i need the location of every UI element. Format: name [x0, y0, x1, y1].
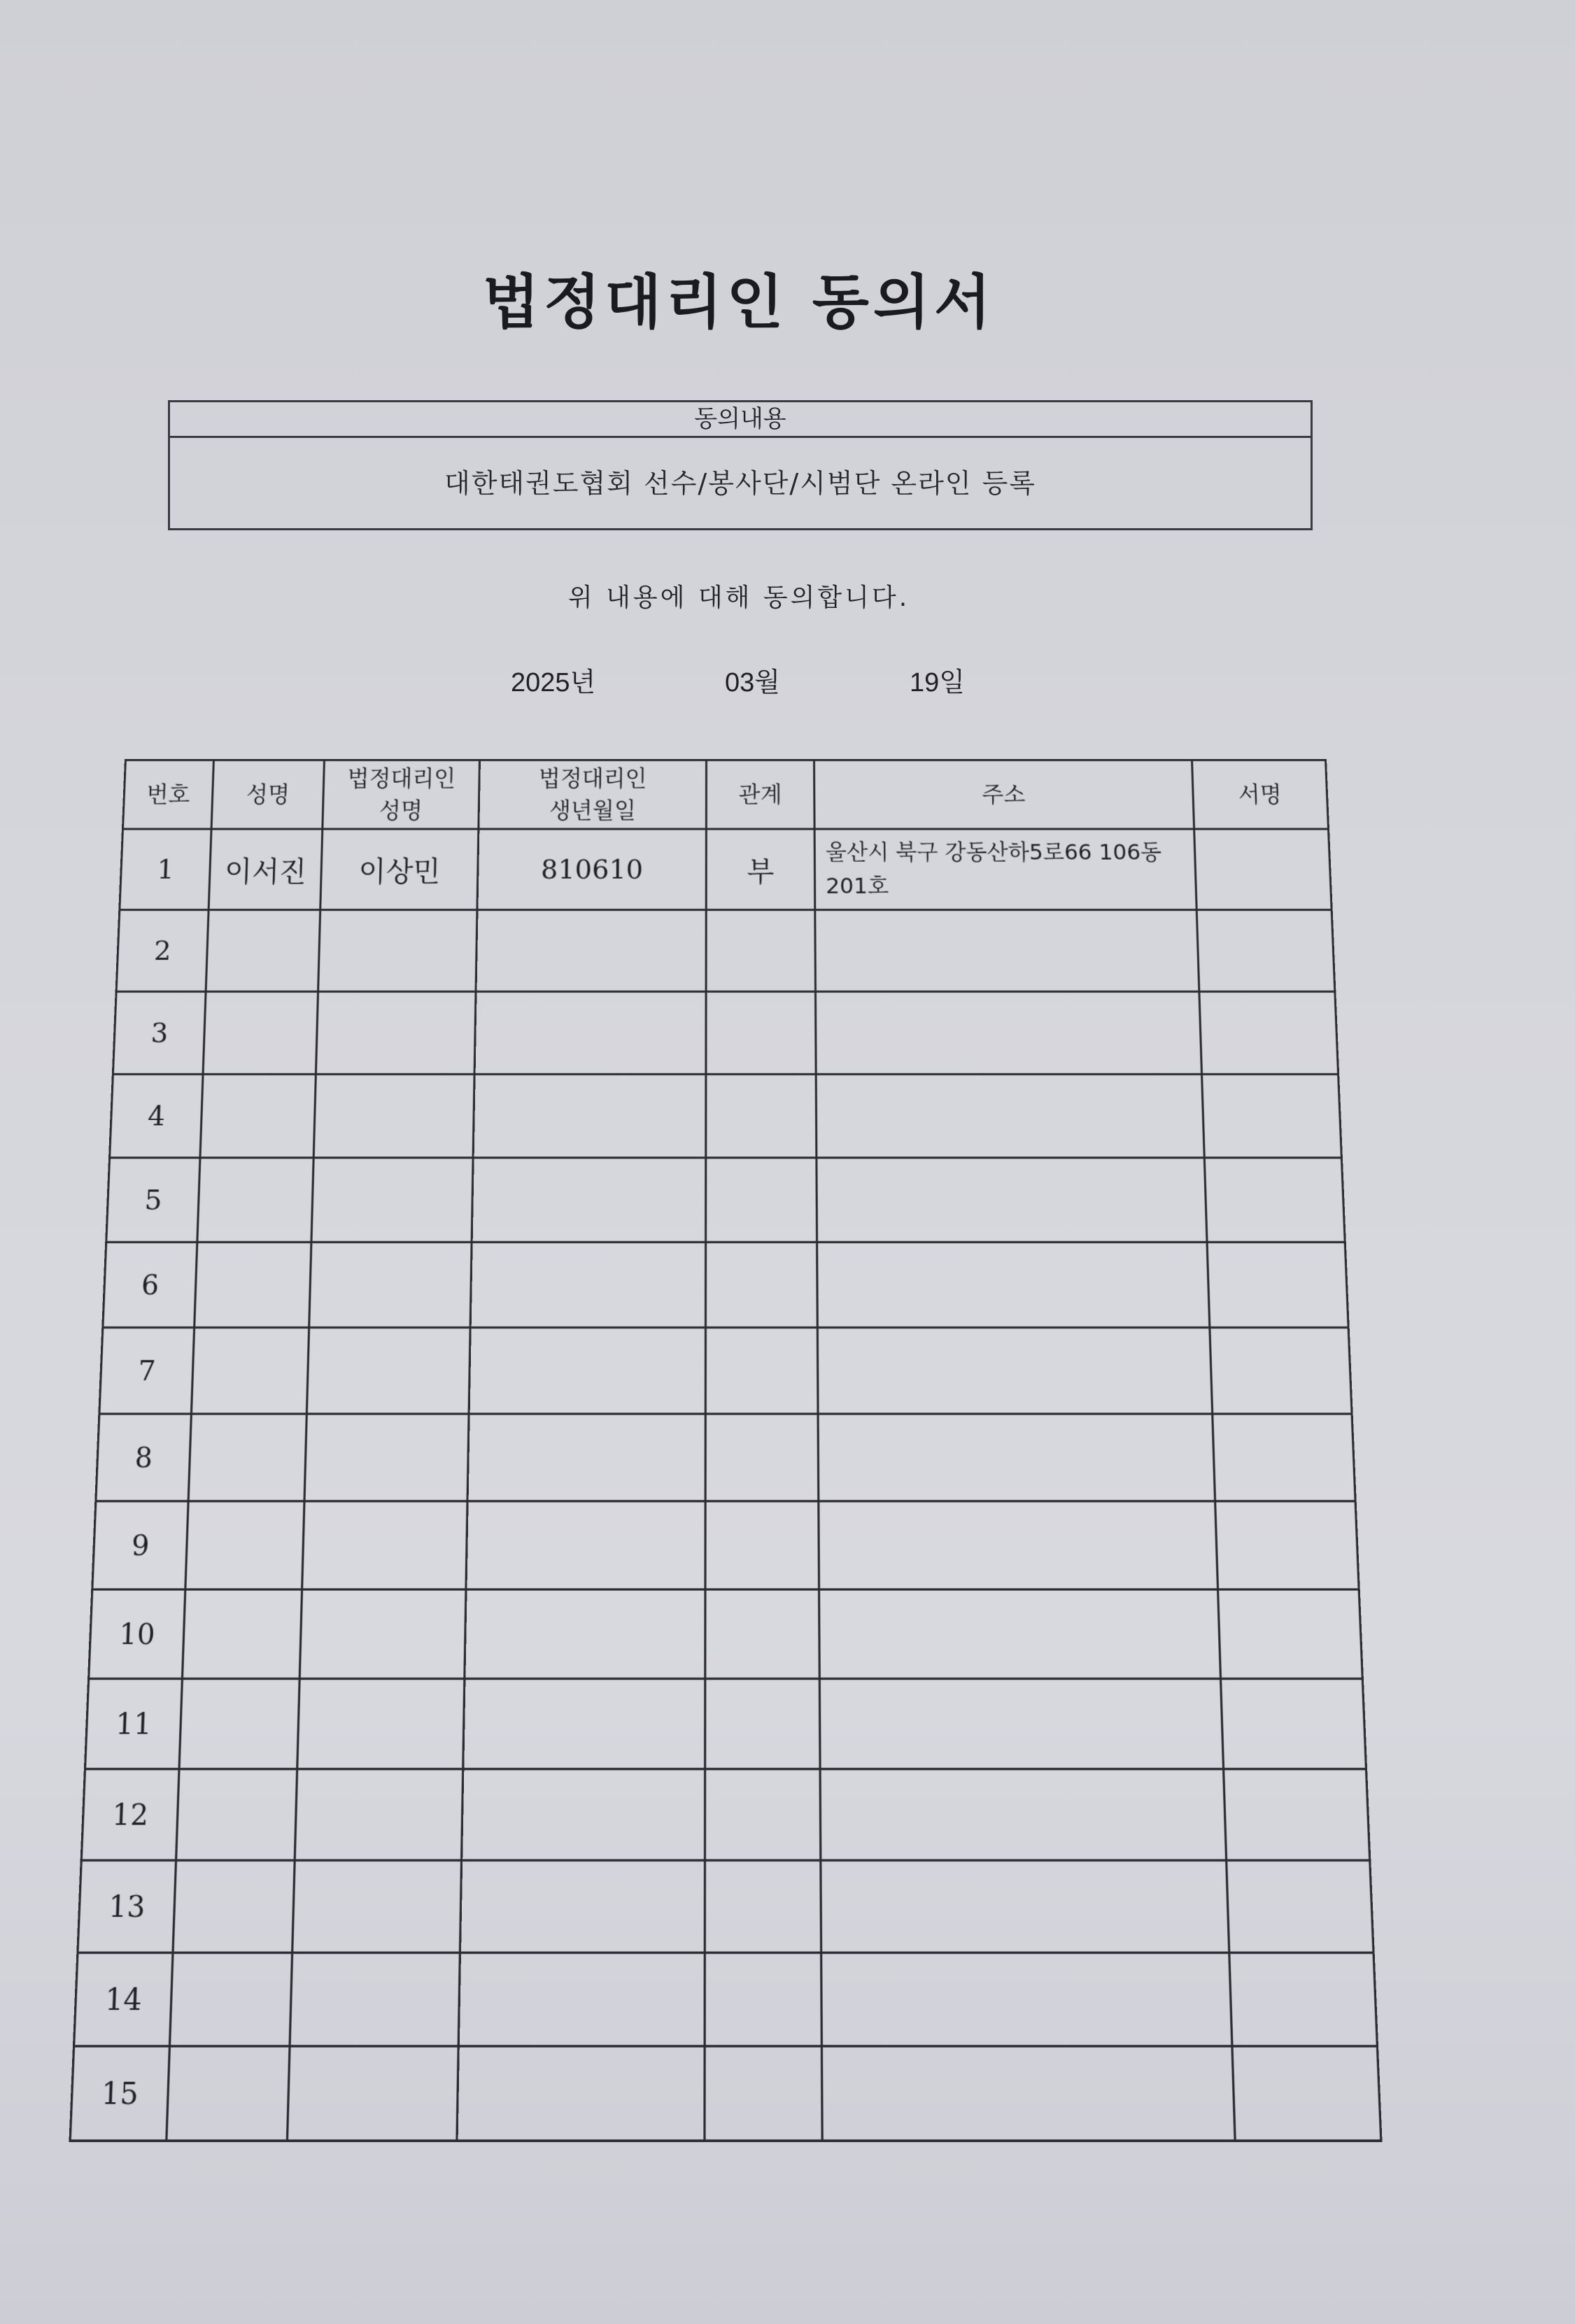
table-header-row	[122, 760, 1328, 829]
row-guardian-name[interactable]	[309, 1242, 472, 1328]
row-number: 8	[96, 1414, 192, 1501]
header-guardian-birth: 법정대리인 생년월일	[479, 760, 707, 829]
header-signature: 서명	[1192, 760, 1329, 829]
row-guardian-birth[interactable]	[457, 2046, 705, 2141]
row-guardian-name[interactable]	[318, 910, 477, 992]
table-row	[74, 1953, 1378, 2046]
row-relation[interactable]	[705, 1679, 820, 1769]
row-relation: 부	[706, 829, 815, 910]
row-guardian-birth[interactable]	[467, 1414, 705, 1501]
row-guardian-birth[interactable]	[470, 1242, 705, 1328]
row-address[interactable]	[821, 1860, 1229, 1953]
row-guardian-birth: 810610	[477, 829, 706, 910]
row-guardian-name[interactable]	[316, 991, 476, 1074]
row-signature[interactable]	[1232, 2046, 1381, 2141]
row-guardian-birth[interactable]	[472, 1158, 706, 1242]
row-address[interactable]	[818, 1414, 1215, 1501]
row-guardian-birth[interactable]	[476, 910, 706, 992]
row-name[interactable]	[203, 991, 318, 1074]
header-guardian-name: 법정대리인 성명	[323, 760, 480, 829]
row-number: 2	[116, 910, 209, 992]
row-address[interactable]	[819, 1679, 1223, 1769]
row-name: 이서진	[209, 829, 323, 910]
row-guardian-name[interactable]	[295, 1769, 463, 1861]
table-row	[96, 1414, 1355, 1501]
row-guardian-birth[interactable]	[460, 1860, 705, 1953]
row-number: 15	[70, 2046, 169, 2141]
row-signature[interactable]	[1199, 991, 1339, 1074]
row-number: 5	[106, 1158, 200, 1242]
row-guardian-birth[interactable]	[463, 1679, 705, 1769]
row-relation[interactable]	[705, 1414, 819, 1501]
header-address: 주소	[814, 760, 1194, 829]
row-guardian-birth[interactable]	[466, 1501, 705, 1589]
row-address[interactable]	[821, 2046, 1235, 2141]
guardian-table	[69, 759, 1382, 2142]
header-relation: 관계	[706, 760, 814, 829]
row-signature[interactable]	[1207, 1242, 1348, 1328]
row-name[interactable]	[182, 1589, 302, 1679]
row-number: 14	[74, 1953, 173, 2046]
table-row	[99, 1328, 1352, 1414]
row-address[interactable]	[817, 1328, 1212, 1414]
row-relation[interactable]	[705, 1953, 821, 2046]
row-signature[interactable]	[1213, 1414, 1355, 1501]
row-number: 3	[113, 991, 206, 1074]
table-row	[92, 1501, 1359, 1589]
row-guardian-name[interactable]	[304, 1414, 469, 1501]
row-guardian-name[interactable]	[313, 1074, 474, 1157]
row-number: 1	[120, 829, 211, 910]
row-address[interactable]	[815, 910, 1199, 992]
row-signature[interactable]	[1221, 1679, 1366, 1769]
row-signature[interactable]	[1215, 1501, 1359, 1589]
row-number: 9	[92, 1501, 188, 1589]
row-address: 울산시 북구 강동산하5로66 106동 201호	[814, 829, 1196, 910]
row-guardian-birth[interactable]	[458, 1953, 705, 2046]
consent-content-box	[168, 400, 1313, 530]
row-signature[interactable]	[1194, 829, 1332, 910]
row-signature[interactable]	[1227, 1860, 1373, 1953]
row-number: 6	[103, 1242, 197, 1328]
row-relation[interactable]	[705, 1589, 819, 1679]
date-day: 19일	[910, 668, 965, 697]
row-guardian-name[interactable]	[297, 1679, 465, 1769]
row-relation[interactable]	[706, 991, 816, 1074]
row-guardian-birth[interactable]	[462, 1769, 705, 1861]
row-name[interactable]	[197, 1158, 313, 1242]
row-address[interactable]	[815, 991, 1201, 1074]
consent-content: 대한태권도협회 선수/봉사단/시범단 온라인 등록	[444, 468, 1036, 499]
row-guardian-name: 이상민	[320, 829, 479, 910]
table-row	[70, 2046, 1381, 2141]
table-row	[78, 1860, 1373, 1953]
row-number: 11	[85, 1679, 183, 1769]
row-address[interactable]	[819, 1501, 1218, 1589]
date-month: 03월	[725, 668, 780, 697]
consent-header: 동의내용	[170, 402, 1311, 438]
date-year: 2025년	[511, 668, 596, 697]
row-guardian-birth[interactable]	[474, 991, 706, 1074]
document-title: 법정대리인 동의서	[482, 268, 996, 336]
row-guardian-name[interactable]	[306, 1328, 470, 1414]
row-guardian-birth[interactable]	[469, 1328, 705, 1414]
table-row	[85, 1679, 1366, 1769]
row-relation[interactable]	[705, 1501, 819, 1589]
row-name[interactable]	[169, 1953, 292, 2046]
row-relation[interactable]	[705, 1242, 817, 1328]
row-name[interactable]	[191, 1328, 309, 1414]
header-number: 번호	[122, 760, 213, 829]
row-signature[interactable]	[1204, 1158, 1345, 1242]
row-name[interactable]	[179, 1679, 299, 1769]
agreement-statement: 위 내용에 대해 동의합니다.	[567, 583, 910, 612]
row-name[interactable]	[200, 1074, 316, 1157]
row-signature[interactable]	[1229, 1953, 1378, 2046]
row-guardian-name[interactable]	[292, 1860, 462, 1953]
row-number: 4	[110, 1074, 203, 1157]
row-guardian-name[interactable]	[287, 2046, 458, 2141]
table-row	[116, 910, 1335, 992]
row-guardian-name[interactable]	[302, 1501, 467, 1589]
row-guardian-name[interactable]	[290, 1953, 460, 2046]
row-address[interactable]	[816, 1074, 1204, 1157]
row-name[interactable]	[167, 2046, 290, 2141]
row-name[interactable]	[195, 1242, 311, 1328]
table-row	[120, 829, 1332, 910]
row-signature[interactable]	[1202, 1074, 1342, 1157]
table-row	[103, 1242, 1348, 1328]
table-row	[110, 1074, 1342, 1157]
row-guardian-name[interactable]	[311, 1158, 473, 1242]
row-address[interactable]	[817, 1242, 1210, 1328]
row-number: 13	[78, 1860, 176, 1953]
row-relation[interactable]	[706, 1158, 817, 1242]
table-row	[81, 1769, 1369, 1861]
row-signature[interactable]	[1196, 910, 1335, 992]
row-signature[interactable]	[1210, 1328, 1352, 1414]
row-number: 7	[99, 1328, 195, 1414]
row-name[interactable]	[185, 1501, 304, 1589]
row-relation[interactable]	[706, 910, 815, 992]
row-name[interactable]	[176, 1769, 297, 1861]
row-relation[interactable]	[705, 1769, 820, 1861]
row-guardian-name[interactable]	[299, 1589, 466, 1679]
row-address[interactable]	[817, 1158, 1207, 1242]
table-row	[106, 1158, 1345, 1242]
row-relation[interactable]	[706, 1074, 817, 1157]
row-address[interactable]	[821, 1953, 1232, 2046]
row-number: 10	[89, 1589, 185, 1679]
row-relation[interactable]	[705, 1328, 818, 1414]
row-address[interactable]	[820, 1769, 1227, 1861]
row-relation[interactable]	[705, 2046, 822, 2141]
row-guardian-birth[interactable]	[465, 1589, 705, 1679]
table-row	[113, 991, 1338, 1074]
row-signature[interactable]	[1218, 1589, 1363, 1679]
table-row	[89, 1589, 1363, 1679]
row-name[interactable]	[188, 1414, 306, 1501]
row-number: 12	[81, 1769, 179, 1861]
row-guardian-birth[interactable]	[473, 1074, 706, 1157]
row-name[interactable]	[206, 910, 320, 992]
row-signature[interactable]	[1224, 1769, 1370, 1861]
row-name[interactable]	[173, 1860, 295, 1953]
row-address[interactable]	[819, 1589, 1221, 1679]
row-relation[interactable]	[705, 1860, 821, 1953]
header-name: 성명	[211, 760, 324, 829]
